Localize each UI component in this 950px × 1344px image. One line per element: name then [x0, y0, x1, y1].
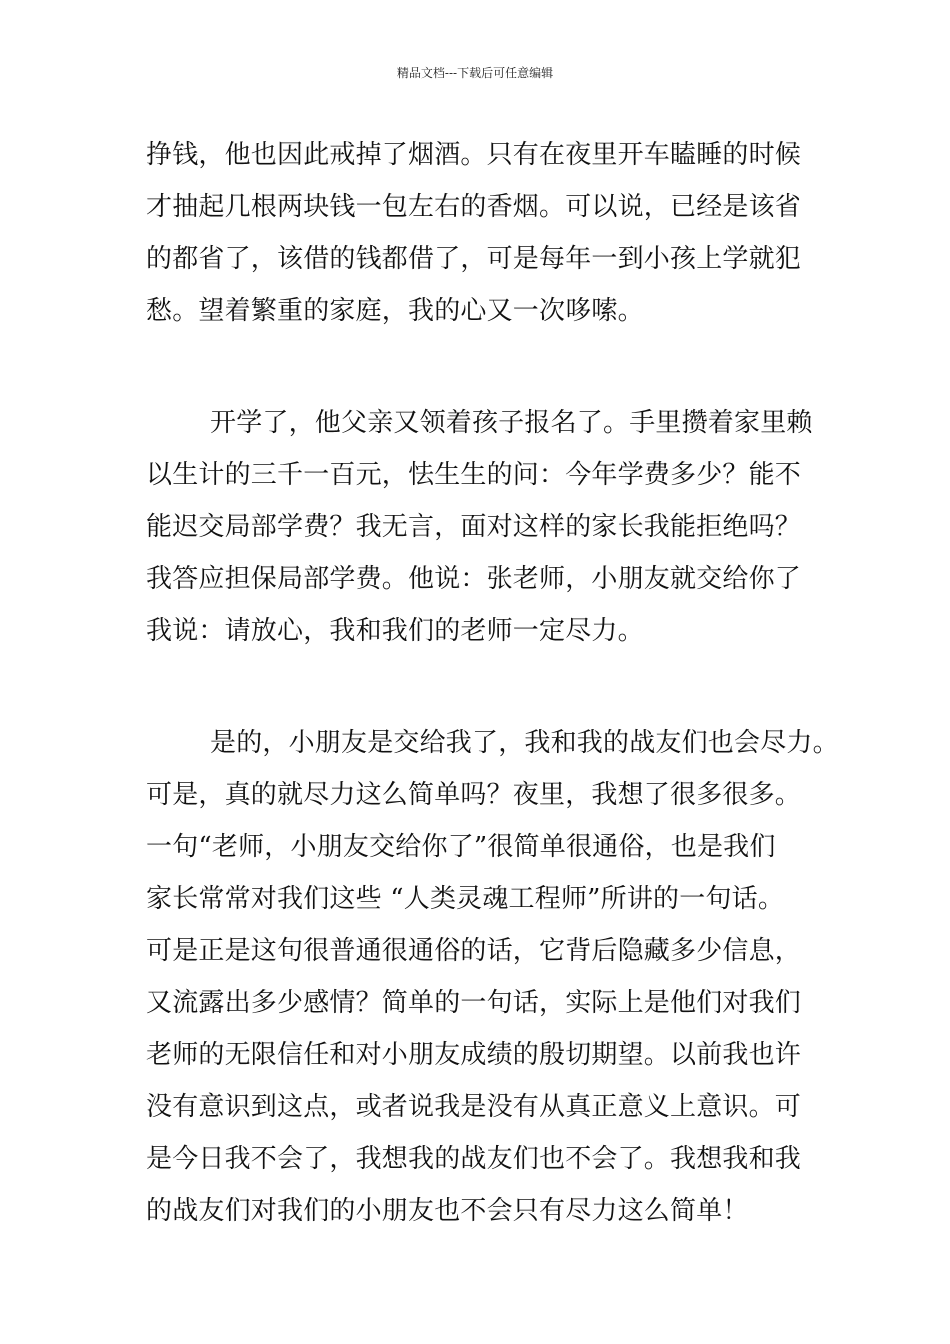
text-line: 的战友们对我们的小朋友也不会只有尽力这么简单！ [146, 1196, 749, 1226]
paragraph-1 [146, 129, 836, 337]
paragraph-3 [146, 717, 839, 1237]
document-body [146, 129, 839, 1237]
text-line: 老师的无限信任和对小朋友成绩的殷切期望。以前我也许 [146, 1040, 802, 1070]
text-line: 能迟交局部学费？我无言，面对这样的家长我能拒绝吗？ [146, 512, 802, 542]
text-line: 没有意识到这点，或者说我是没有从真正意义上意识。可 [146, 1092, 802, 1122]
text-line: 我说：请放心，我和我们的老师一定尽力。 [146, 616, 644, 646]
text-line: 是今日我不会了，我想我的战友们也不会了。我想我和我 [146, 1144, 802, 1174]
paragraph-2 [146, 397, 836, 657]
text-line: 愁。望着繁重的家庭，我的心又一次哆嗦。 [146, 296, 644, 326]
text-line: 是的，小朋友是交给我了，我和我的战友们也会尽力。 [210, 728, 839, 758]
text-line: 家长常常对我们这些 “人类灵魂工程师”所讲的一句话。 [146, 884, 785, 914]
page-header: 精品文档---下载后可任意编辑 [396, 66, 554, 80]
text-line: 一句“老师，小朋友交给你了”很简单很通俗，也是我们 [146, 832, 776, 862]
text-line: 挣钱，他也因此戒掉了烟酒。只有在夜里开车瞌睡的时候 [146, 140, 802, 170]
text-line: 可是正是这句很普通很通俗的话，它背后隐藏多少信息， [146, 936, 802, 966]
text-line: 可是，真的就尽力这么简单吗？夜里，我想了很多很多。 [146, 780, 802, 810]
text-line: 开学了，他父亲又领着孩子报名了。手里攒着家里赖 [210, 408, 813, 438]
text-line: 以生计的三千一百元，怯生生的问：今年学费多少？能不 [146, 460, 802, 490]
paragraph-gap [146, 337, 836, 397]
paragraph-gap [146, 657, 836, 717]
text-line: 我答应担保局部学费。他说：张老师，小朋友就交给你了 [146, 564, 802, 594]
text-line: 又流露出多少感情？简单的一句话，实际上是他们对我们 [146, 988, 802, 1018]
text-line: 的都省了，该借的钱都借了，可是每年一到小孩上学就犯 [146, 244, 802, 274]
text-line: 才抽起几根两块钱一包左右的香烟。可以说，已经是该省 [146, 192, 802, 222]
